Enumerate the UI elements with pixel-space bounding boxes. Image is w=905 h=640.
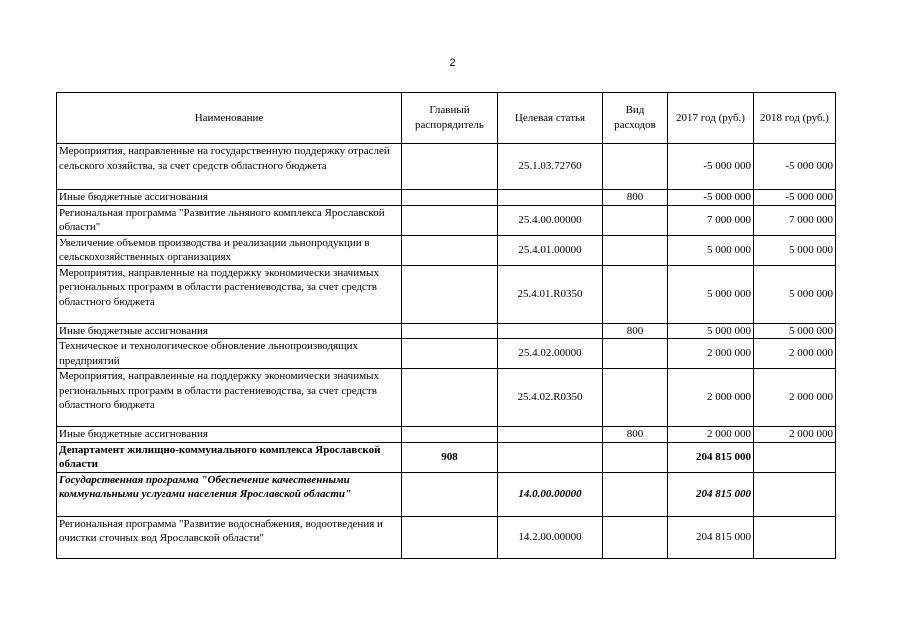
cell-expense-type: 800 [603,427,668,443]
cell-expense-type: 800 [603,190,668,206]
cell-name: Государственная программа "Обеспечение качественными коммунальными услугами населения Ярославской области" [57,472,402,516]
cell-administrator: 908 [402,442,498,472]
cell-target: 25.4.00.00000 [498,205,603,235]
cell-2017: -5 000 000 [668,144,754,190]
table-row [57,190,836,206]
cell-2018: -5 000 000 [754,144,836,190]
cell-2017: 204 815 000 [668,442,754,472]
header-2018: 2018 год (руб.) [754,93,836,144]
cell-target [498,323,603,339]
cell-2018 [754,516,836,558]
cell-2017: 204 815 000 [668,516,754,558]
cell-expense-type: 800 [603,323,668,339]
cell-administrator [402,190,498,206]
table-row [57,235,836,265]
table-row [57,427,836,443]
cell-2017: 5 000 000 [668,265,754,323]
cell-2018: 2 000 000 [754,427,836,443]
cell-target: 25.4.02.00000 [498,339,603,369]
cell-target [498,442,603,472]
cell-expense-type [603,339,668,369]
cell-expense-type [603,265,668,323]
table-row [57,339,836,369]
cell-expense-type [603,369,668,427]
table-row [57,442,836,472]
cell-administrator [402,427,498,443]
cell-target [498,427,603,443]
cell-target: 25.4.02.R0350 [498,369,603,427]
table-row [57,472,836,516]
cell-2018: 7 000 000 [754,205,836,235]
cell-target: 25.1.03.72760 [498,144,603,190]
cell-target: 14.2.00.00000 [498,516,603,558]
cell-administrator [402,516,498,558]
cell-administrator [402,235,498,265]
cell-2017: 204 815 000 [668,472,754,516]
cell-target: 25.4.01.R0350 [498,265,603,323]
budget-table [56,92,836,559]
cell-expense-type [603,472,668,516]
cell-name: Иные бюджетные ассигнования [57,323,402,339]
cell-2018 [754,472,836,516]
table-header-row [57,93,836,144]
table-row [57,205,836,235]
cell-expense-type [603,235,668,265]
cell-2017: 5 000 000 [668,323,754,339]
cell-name: Техническое и технологическое обновление льнопроизводящих предприятий [57,339,402,369]
cell-administrator [402,323,498,339]
cell-name: Мероприятия, направленные на поддержку экономически значимых региональных программ в области растениеводства, за счет средств областного бюджета [57,265,402,323]
cell-2017: 5 000 000 [668,235,754,265]
cell-2017: -5 000 000 [668,190,754,206]
cell-administrator [402,265,498,323]
cell-administrator [402,369,498,427]
table-row [57,144,836,190]
cell-administrator [402,339,498,369]
cell-name: Мероприятия, направленные на поддержку экономически значимых региональных программ в области растениеводства, за счет средств областного бюджета [57,369,402,427]
cell-name: Региональная программа "Развитие льняного комплекса Ярославской области" [57,205,402,235]
cell-2018 [754,442,836,472]
cell-expense-type [603,516,668,558]
table-row [57,265,836,323]
table-row [57,369,836,427]
cell-name: Увеличение объемов производства и реализации льнопродукции в сельскохозяйственных организациях [57,235,402,265]
cell-administrator [402,472,498,516]
cell-target: 25.4.01.00000 [498,235,603,265]
header-target: Целевая статья [498,93,603,144]
cell-2018: -5 000 000 [754,190,836,206]
cell-administrator [402,144,498,190]
cell-2017: 2 000 000 [668,339,754,369]
cell-target: 14.0.00.00000 [498,472,603,516]
page-number: 2 [449,57,456,69]
cell-2017: 7 000 000 [668,205,754,235]
cell-expense-type [603,205,668,235]
cell-expense-type [603,144,668,190]
table-row [57,323,836,339]
cell-name: Мероприятия, направленные на государственную поддержку отраслей сельского хозяйства, за счет средств областного бюджета [57,144,402,190]
header-2017: 2017 год (руб.) [668,93,754,144]
cell-2017: 2 000 000 [668,369,754,427]
table-body [57,144,836,559]
header-expense-type: Вид расходов [603,93,668,144]
cell-2018: 2 000 000 [754,339,836,369]
cell-administrator [402,205,498,235]
cell-2018: 5 000 000 [754,235,836,265]
cell-2017: 2 000 000 [668,427,754,443]
cell-name: Иные бюджетные ассигнования [57,190,402,206]
table-row [57,516,836,558]
cell-expense-type [603,442,668,472]
cell-target [498,190,603,206]
cell-name: Региональная программа "Развитие водоснабжения, водоотведения и очистки сточных вод Ярославской области" [57,516,402,558]
header-name: Наименование [57,93,402,144]
cell-2018: 5 000 000 [754,323,836,339]
cell-name: Департамент жилищно-коммунального комплекса Ярославской области [57,442,402,472]
cell-2018: 5 000 000 [754,265,836,323]
cell-2018: 2 000 000 [754,369,836,427]
cell-name: Иные бюджетные ассигнования [57,427,402,443]
header-administrator: Главный распорядитель [402,93,498,144]
